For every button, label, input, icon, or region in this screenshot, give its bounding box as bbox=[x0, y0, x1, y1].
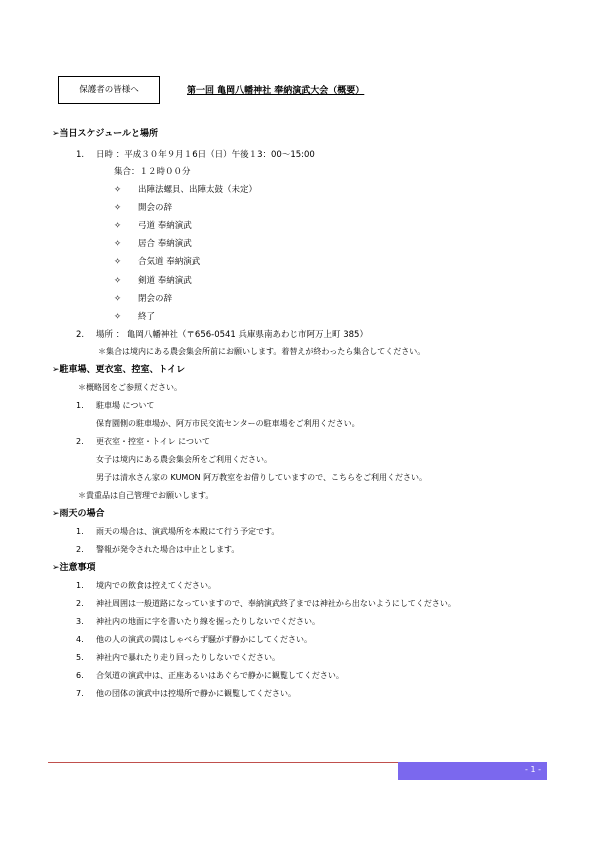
program-item: 開会の辞 bbox=[138, 203, 173, 214]
parking-item-1-text: 保育園側の駐車場か、阿万市民交流センターの駐車場をご利用ください。 bbox=[96, 419, 360, 428]
parking-item-1-label: 駐車場 について bbox=[96, 401, 155, 410]
parking-map-note: ＊概略図をご参照ください。 bbox=[78, 383, 182, 392]
addressee-box bbox=[58, 76, 160, 104]
program-item: 出陣法螺貝、出陣太鼓（未定） bbox=[138, 185, 258, 195]
parking-item-2-text-girls: 女子は境内にある農会集会所をご利用ください。 bbox=[96, 455, 272, 464]
schedule-gather-time: 集合：１２時００分 bbox=[114, 167, 191, 177]
section-heading-rain: ➢雨天の場合 bbox=[52, 509, 105, 519]
note-item-number: 3. bbox=[76, 617, 84, 626]
program-bullet-icon: ✧ bbox=[114, 293, 122, 304]
note-item: 神社周囲は一般道路になっていますので、奉納演武終了までは神社から出ないようにしてください。 bbox=[96, 599, 456, 608]
program-item: 弓道 奉納演武 bbox=[138, 221, 192, 232]
rain-item-number: 1. bbox=[76, 527, 84, 536]
note-item: 他の人の演武の間はしゃべらず騒がず静かにしてください。 bbox=[96, 635, 312, 644]
addressee-text: 保護者の皆様へ bbox=[79, 84, 139, 95]
program-item: 合気道 奉納演武 bbox=[138, 257, 201, 268]
parking-item-2-text-boys: 男子は清水さん家の KUMON 阿万教室をお借りしていますので、こちらをご利用ください。 bbox=[96, 473, 427, 482]
program-bullet-icon: ✧ bbox=[114, 239, 122, 250]
valuables-note: ＊貴重品は自己管理でお願いします。 bbox=[78, 491, 214, 500]
section-heading-schedule: ➢当日スケジュールと場所 bbox=[52, 129, 159, 139]
program-item: 居合 奉納演武 bbox=[138, 239, 192, 250]
note-item-number: 2. bbox=[76, 599, 84, 608]
section-heading-parking: ➢駐車場、更衣室、控室、トイレ bbox=[52, 365, 186, 375]
schedule-item-1-number: 1. bbox=[76, 150, 85, 160]
parking-item-2-number: 2. bbox=[76, 437, 84, 446]
note-item-number: 4. bbox=[76, 635, 84, 644]
schedule-location: 場所 ： 亀岡八幡神社（〒656-0541 兵庫県南あわじ市阿万上町 385） bbox=[96, 330, 368, 340]
footer-rule bbox=[48, 762, 398, 763]
note-item: 神社内の地面に字を書いたり線を掘ったりしないでください。 bbox=[96, 617, 320, 626]
program-bullet-icon: ✧ bbox=[114, 257, 122, 268]
note-item: 境内での飲食は控えてください。 bbox=[96, 581, 216, 590]
document-title: 第一回 亀岡八幡神社 奉納演武大会（概要） bbox=[187, 86, 365, 96]
program-bullet-icon: ✧ bbox=[114, 311, 122, 322]
note-item-number: 6. bbox=[76, 671, 84, 680]
schedule-item-2-number: 2. bbox=[76, 330, 85, 340]
rain-item: 警報が発令された場合は中止とします。 bbox=[96, 545, 240, 554]
program-bullet-icon: ✧ bbox=[114, 203, 122, 214]
program-bullet-icon: ✧ bbox=[114, 185, 122, 195]
schedule-datetime: 日時 ：平成３０年９月１6日（日）午後１3：00〜15:00 bbox=[96, 150, 315, 160]
program-item: 終了 bbox=[138, 311, 156, 322]
rain-item-number: 2. bbox=[76, 545, 84, 554]
rain-item: 雨天の場合は、演武場所を本殿にて行う予定です。 bbox=[96, 527, 280, 536]
note-item: 他の団体の演武中は控場所で静かに観覧してください。 bbox=[96, 689, 296, 698]
program-item: 剣道 奉納演武 bbox=[138, 275, 192, 286]
footer-bar bbox=[398, 762, 547, 780]
note-item: 神社内で暴れたり走り回ったりしないでください。 bbox=[96, 653, 280, 662]
section-heading-notes: ➢注意事項 bbox=[52, 563, 96, 573]
parking-item-1-number: 1. bbox=[76, 401, 84, 410]
note-item-number: 1. bbox=[76, 581, 84, 590]
program-item: 閉会の辞 bbox=[138, 293, 173, 304]
parking-item-2-label: 更衣室・控室・トイレ について bbox=[96, 437, 210, 446]
page-number: - 1 - bbox=[525, 765, 541, 774]
schedule-gather-note: ＊集合は境内にある農会集会所前にお願いします。着替えが終わったら集合してください。 bbox=[98, 347, 426, 356]
note-item-number: 5. bbox=[76, 653, 84, 662]
program-bullet-icon: ✧ bbox=[114, 221, 122, 232]
note-item: 合気道の演武中は、正座あるいはあぐらで静かに観覧してください。 bbox=[96, 671, 344, 680]
program-bullet-icon: ✧ bbox=[114, 275, 122, 286]
note-item-number: 7. bbox=[76, 689, 84, 698]
